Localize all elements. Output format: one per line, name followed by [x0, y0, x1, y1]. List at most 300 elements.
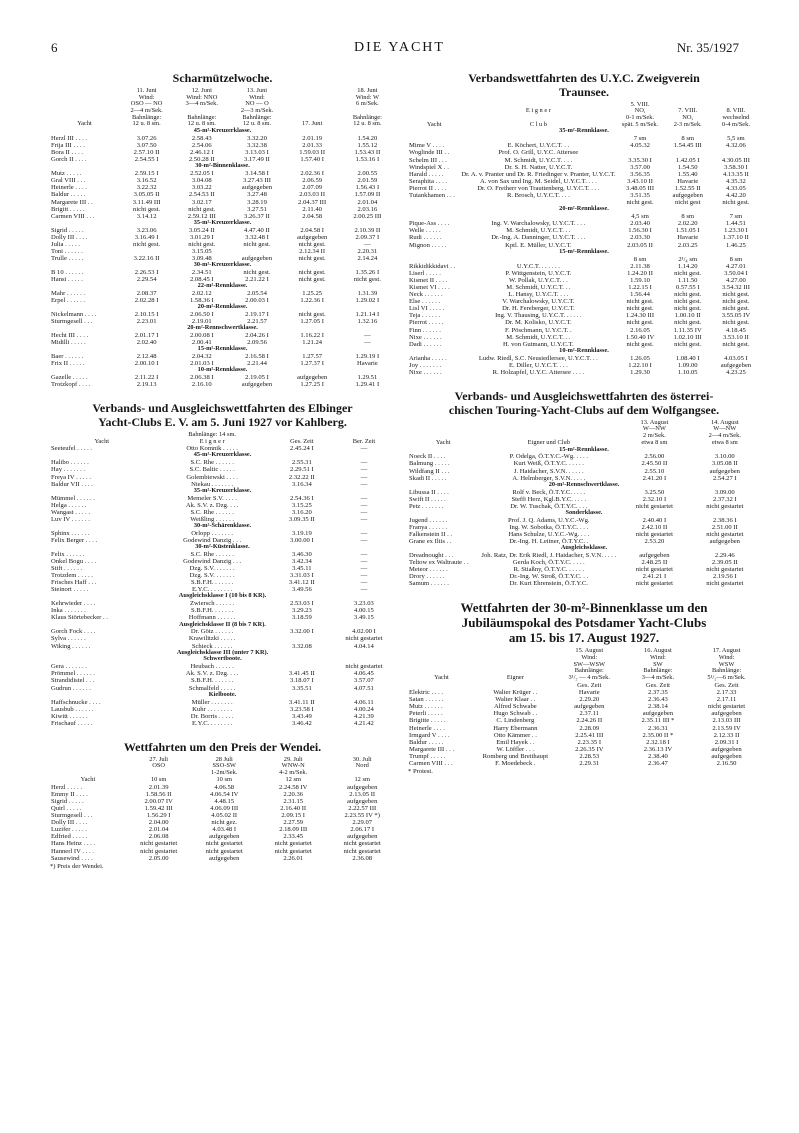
yacht-name: Baldur . . . . . [51, 191, 86, 199]
table-row [50, 227, 395, 234]
result-cell: 1.56.44 [630, 291, 650, 299]
result-cell: 3.35.30 I [628, 156, 652, 164]
result-cell: R. Brosch, U.Y.C.T. . . . [506, 192, 570, 200]
table-row [408, 149, 760, 156]
yacht-name: Kismet VI . . . . [409, 283, 450, 291]
result-cell: 1.56.30 I [628, 227, 652, 235]
yacht-name: Carmen VIII . . . [51, 212, 95, 220]
result-cell: 1.26.05 [630, 354, 650, 362]
result-cell: 3.27.43 III [242, 177, 271, 185]
class-heading-row [50, 220, 395, 227]
result-cell: 2.19.13 [136, 381, 157, 389]
result-cell: — [360, 550, 368, 558]
result-cell: 2.04.00 [148, 819, 169, 827]
result-cell: 2.46.12 I [189, 149, 214, 157]
table-row [50, 840, 395, 847]
result-cell: F. Pöschmann, U.Y.C.T. . [505, 326, 572, 334]
yacht-name: Petz . . . . . . . [409, 502, 444, 510]
result-cell: nicht gestartet [706, 530, 744, 538]
result-cell: Havarie [677, 177, 699, 185]
result-cell: — [360, 473, 368, 481]
result-cell: nicht gest. [133, 205, 161, 213]
result-cell: 2.36.43 [648, 696, 668, 704]
yacht-name: Finn . . . . . . [409, 326, 441, 334]
class-heading: Ausgleichsklasse. [560, 544, 608, 552]
result-cell: Hans Schulze, U.Y.C.-Wg. . . . [508, 530, 590, 538]
result-cell: nicht gestartet [343, 847, 381, 855]
table-row [408, 227, 760, 234]
result-cell: 2.11.38 [630, 262, 650, 270]
results-table [50, 757, 395, 862]
yacht-name: Seraphita . . . . [409, 177, 448, 185]
table-row [408, 496, 760, 503]
result-cell: 8 sm [729, 255, 743, 263]
result-cell: nicht gest. [674, 298, 702, 306]
result-cell: 2.03.05 II [627, 241, 653, 249]
table-row [408, 369, 760, 376]
yacht-name: Skadi II . . . . . [409, 474, 447, 482]
result-cell: 2.06.38 I [189, 374, 214, 382]
result-cell: aufgegeben [347, 833, 378, 841]
yacht-name: Dreadnought . . . [409, 551, 454, 559]
result-cell: 3.16.49 I [134, 233, 159, 241]
yacht-name: Nixe . . . . . . [409, 368, 442, 376]
result-cell: nicht gest. [298, 240, 326, 248]
result-cell: Ak. S.V. z. Dzg. . . . [185, 670, 239, 678]
result-cell: 2.21.57 [247, 318, 267, 326]
result-cell: 2.04.58 [302, 212, 323, 220]
section-title [408, 390, 760, 418]
result-cell: 2.38.14 [648, 703, 668, 711]
yacht-name: Kehrwieder . . . . [51, 600, 96, 608]
result-cell: 2.56.00 [644, 453, 665, 461]
result-cell: nicht gest. [674, 319, 702, 327]
result-cell: 3.00.00 I [290, 536, 314, 544]
result-cell: W. Pollak, U.Y.C.T. . . [508, 276, 568, 284]
result-cell: nicht gest. [243, 269, 271, 277]
result-cell: 3.25.50 [644, 488, 665, 496]
result-cell: 2.42.10 II [641, 523, 668, 531]
result-cell [475, 682, 556, 689]
result-cell: 3.23.06 [136, 226, 157, 234]
result-cell: Rolf v. Beck, Ö.T.Y.C. . . . . [512, 488, 586, 496]
yacht-name: Gera . . . . . . . [51, 663, 87, 671]
result-cell [616, 149, 663, 156]
class-heading-row [408, 545, 760, 552]
result-cell: 1.50.40 IV [625, 333, 655, 341]
result-cell [271, 663, 333, 670]
result-cell: 1.51.05 I [675, 227, 700, 235]
result-cell: E. Diller, U.Y.C.T. . . . [508, 361, 568, 369]
result-cell: — [360, 564, 368, 572]
result-cell: 1.59.03 II [299, 149, 326, 157]
result-cell: 3.32.20 [247, 134, 267, 142]
result-cell: aufgegeben [720, 361, 752, 369]
result-cell: Ing. V. Thausing, U.Y.C.T. . . . . . [495, 312, 582, 320]
result-cell: 4.03.48 I [212, 826, 237, 834]
result-cell: 2.04.32 [191, 353, 212, 361]
table-row [50, 670, 395, 677]
result-cell: 1.23.30 I [724, 227, 748, 235]
result-cell: 3.49.15 [354, 614, 374, 622]
column-header: Yacht [80, 775, 96, 783]
result-cell: nicht gest. [674, 305, 702, 313]
result-cell: 4.03.05 I [724, 354, 748, 362]
result-cell: Ges. Zeit [714, 681, 739, 689]
table-row [408, 739, 760, 746]
yacht-name: Herzl III . . . . [51, 134, 88, 142]
result-cell: 2.00.25 III [353, 212, 382, 220]
result-cell: 2.54.53 II [188, 191, 215, 199]
result-cell: Weißling . . . . . . [190, 515, 235, 523]
result-cell: 1.55.40 [677, 170, 698, 178]
table-row [408, 220, 760, 227]
result-cell: Havarie [356, 360, 378, 368]
result-cell: Dr. W. Tuschak, Ö.T.Y.C. . . . [510, 502, 588, 510]
yacht-name: Sigrid . . . . . [51, 226, 84, 234]
result-cell: nicht gest. [674, 340, 702, 348]
result-cell: 2.02.36 I [300, 170, 324, 178]
result-cell: 4.27.00 [726, 276, 746, 284]
table-row [50, 572, 395, 579]
yacht-name: Gorch Fock . . . . [51, 628, 96, 636]
result-cell: nicht gestartet [343, 840, 381, 848]
result-cell: Dzg. S.V. . . . . . . [189, 564, 235, 572]
result-cell: aufgegeben [347, 783, 378, 791]
result-cell [271, 635, 333, 642]
result-cell: aufgegeben [711, 710, 742, 718]
table-row [408, 453, 760, 460]
section-title-line: chischen Touring-Yacht-Clubs auf dem Wolfgangsee. [448, 402, 720, 417]
yacht-name: Frix II . . . . . [51, 360, 85, 368]
result-cell: aufgegeben [241, 184, 273, 192]
result-cell: 1.29.41 I [355, 381, 380, 389]
result-cell: C. Lindenberg [496, 717, 535, 725]
yacht-name: Steinort . . . . . [51, 586, 89, 594]
section-title-line: Verbands- und Ausgleichswettfahrten des österrei- [454, 389, 714, 404]
result-cell: Ges. Zeit [645, 681, 670, 689]
result-cell: 1.58.56 II [145, 790, 172, 798]
table-row [50, 184, 395, 191]
result-cell: Otto Kämmer . . [493, 731, 537, 739]
yacht-name: Mime V . . . . [409, 142, 445, 150]
yacht-name: Nixe . . . . . . [409, 333, 442, 341]
result-cell: Hugo Schwab . . [493, 710, 538, 718]
table-row [408, 355, 760, 362]
table-row [50, 474, 395, 481]
result-cell: 2.04.26 I [245, 332, 269, 340]
result-cell: 3.41.11 II [289, 698, 315, 706]
result-cell: nicht gest. [626, 305, 654, 313]
column-header: 5. VIII. NO, 0-1 m/Sek. spät. 5 m/Sek. [621, 100, 659, 128]
yacht-name: Lisl VI . . . . . [409, 305, 445, 313]
result-cell: 1.22.36 I [300, 297, 324, 305]
yacht-name: Luv IV . . . . . . [51, 515, 90, 523]
section-title-line: am 15. bis 17. August 1927. [508, 630, 660, 646]
table-row [408, 573, 760, 580]
yacht-name [408, 213, 460, 220]
result-cell [460, 135, 616, 142]
result-cell: 1.24.30 III [626, 312, 655, 320]
table-row [408, 298, 760, 305]
result-cell: 3.14.58 I [245, 170, 269, 178]
result-cell: 4.04.14 [354, 642, 374, 650]
result-cell: Golembiewski . . . . [186, 473, 238, 481]
table-row [50, 530, 395, 537]
result-cell: 2.14.24 [357, 255, 378, 263]
table-row [50, 663, 395, 670]
result-cell: nicht gest. [722, 298, 750, 306]
result-cell: Havarie [677, 234, 699, 242]
yacht-name: Wiking . . . . . . [51, 642, 91, 650]
result-cell: L. Hansy, U.Y.C.T. . . . [508, 291, 569, 299]
result-cell: aufgegeben [639, 551, 670, 559]
result-cell: 4.27.01 [726, 262, 746, 270]
result-cell: 2.55.10 [644, 467, 665, 475]
result-cell: — [360, 536, 368, 544]
result-cell: 7 sm [729, 213, 743, 221]
result-cell: 8 sm [681, 213, 695, 221]
table-row [50, 149, 395, 156]
yacht-name [408, 682, 475, 689]
result-cell: Krawilitzki . . . . . [188, 635, 236, 643]
result-cell: nicht gest. [674, 269, 702, 277]
result-cell: 4.02.00 I [352, 628, 376, 636]
yacht-name: Sturmgesell . . . [51, 812, 93, 820]
result-cell: 3.54.32 III [721, 283, 750, 291]
result-cell: 3.05.24 II [188, 226, 215, 234]
column-header: Yacht [77, 120, 92, 128]
result-cell: S.C. Baltic . . . . . [189, 466, 235, 474]
result-cell: aufgegeben [296, 374, 328, 382]
result-cell: Schmalfeld . . . . . [188, 684, 236, 692]
class-heading-row [408, 447, 760, 454]
column-header: 7. VIII. NO, 2-3 m/Sek. [673, 107, 702, 128]
section-title [408, 72, 760, 100]
result-cell: 4.33.05 [726, 185, 746, 193]
result-cell: Dzg. S.V. . . . . . . [189, 572, 235, 580]
yacht-name: Else . . . . . . [409, 298, 441, 306]
result-cell: A. Helmberger, S.V.N. . . . . [512, 474, 586, 482]
yacht-name: Helga . . . . . . [51, 501, 87, 509]
table-row [50, 241, 395, 248]
section-scharmuetzelwoche [50, 72, 395, 388]
class-heading: Ausgleichsklasse III (unter 7 KR). [176, 648, 269, 656]
result-cell: 2.35.11 III * [641, 717, 675, 725]
table-row [50, 135, 395, 142]
table-row [408, 185, 760, 192]
result-cell: 3.04.08 [191, 177, 212, 185]
result-cell: 2.29.20 [579, 696, 600, 704]
result-cell: 4.21.39 [354, 712, 374, 720]
result-cell: aufgegeben [241, 255, 273, 263]
table-row [408, 552, 760, 559]
result-cell: 2.03.30 [630, 234, 650, 242]
result-cell [119, 248, 174, 255]
result-cell: 2.18.09 III [279, 826, 308, 834]
table-row [50, 558, 395, 565]
result-cell: 2.36.31 [648, 724, 668, 732]
result-cell: nicht gest. [133, 240, 161, 248]
result-cell: 1.57.40 I [300, 156, 324, 164]
result-cell: 1.59.42 III [144, 804, 173, 812]
yacht-name: Hecht III . . . . [51, 332, 89, 340]
result-cell: 2.55.31 [291, 459, 312, 467]
class-heading: Ausgleichsklasse I (10 bis 8 KR). [178, 592, 267, 600]
result-cell: 3.32.48 I [245, 233, 269, 241]
result-cell: 1.29.19 I [355, 353, 380, 361]
result-cell: 2.23.01 [136, 318, 157, 326]
column-header: 27. Juli OSO 10 sm [149, 755, 169, 783]
result-cell: M. Schmidt, U.Y.C.T. . . . [504, 156, 573, 164]
result-cell: — [360, 586, 368, 594]
yacht-name: Baldur VII . . . . [51, 480, 93, 488]
table-row [50, 600, 395, 607]
result-cell: 2.34.51 [191, 269, 212, 277]
result-cell: nicht gest. [674, 291, 702, 299]
result-cell: 8 sm [681, 135, 695, 143]
column-header: 13. Juni Wind: NO — O 2—3 m/Sek. Bahnlänge: 12 u. 8 sm. [240, 86, 274, 128]
result-cell: 2.53.03 I [290, 600, 314, 608]
yacht-name: Quirl . . . . . [51, 804, 82, 812]
result-cell: 4.47.40 II [244, 226, 270, 234]
result-cell: S.C. Rhe . . . . . . [190, 459, 234, 467]
result-cell: Joh. Ratz, Dr. Erik Riedl, J. Haidacher, S.V.N. . . . . [481, 551, 617, 559]
result-cell: 2.04.58 I [300, 226, 324, 234]
section-title-line: Yacht-Clubs E. V. am 5. Juni 1927 vor Kahlberg. [98, 415, 347, 430]
yacht-name: Liserl . . . . . [409, 269, 441, 277]
yacht-name: Welle . . . . . [409, 227, 441, 235]
result-cell: 3.27.48 [247, 191, 267, 199]
class-heading-row [50, 163, 395, 170]
result-cell: S.C. Rhe . . . . . . [190, 550, 234, 558]
result-cell: 1.31.39 [357, 290, 378, 298]
result-cell: 3.41.45 II [288, 670, 315, 678]
result-cell: — [360, 501, 368, 509]
result-cell: Emil Hayek . . [496, 738, 535, 746]
table-row [408, 468, 760, 475]
yacht-name: Margarete III . . . [409, 745, 455, 753]
yacht-name: Wildfang II . . . [409, 467, 450, 475]
result-cell: Ing. W. Sobotka, Ö.T.Y.C. . . . [509, 523, 589, 531]
result-cell: Dr. S. H. Natter, U.Y.C.T. [504, 163, 573, 171]
column-header: Yacht [435, 438, 451, 446]
class-heading-row [50, 128, 395, 135]
result-cell: — [360, 529, 368, 537]
yacht-name: Heinerle . . . . [51, 184, 87, 192]
class-heading: Ausgleichsklasse II (8 bis 7 KR). [179, 620, 266, 628]
yacht-name: Gral VIII . . . [51, 177, 86, 185]
column-header: 17. Juni [302, 120, 323, 128]
result-cell: 2.02.28 I [134, 297, 159, 305]
result-cell: 2.03.16 [357, 205, 378, 213]
table-row [408, 263, 760, 270]
result-cell: 3.23.58 I [290, 705, 314, 713]
result-cell: E.Y.C. . . . . . . . [191, 719, 233, 727]
yacht-name: Rudi . . . . . . [409, 234, 442, 242]
yacht-name: Felix Berger . . . . [51, 536, 98, 544]
result-cell: 2.09.31 I [714, 738, 739, 746]
yacht-name: Teltow ex Waltraute . . [409, 559, 469, 567]
yacht-name: Hay . . . . . . . [51, 466, 86, 474]
result-cell: nicht gestartet [274, 840, 312, 848]
result-cell: 2.37.35 [648, 688, 668, 696]
result-cell: 3.27.51 [247, 205, 267, 213]
result-cell: 2.36.47 [648, 760, 668, 768]
table-row [50, 381, 395, 388]
yacht-name: Prömmel . . . . . . [51, 670, 95, 678]
table-row [50, 234, 395, 241]
result-cell: 3.57.00 [630, 163, 650, 171]
result-cell: 1.35.26 I [355, 269, 380, 277]
result-cell: Walter Krüger . . [493, 688, 538, 696]
result-cell: 3.07.26 [136, 134, 157, 142]
result-cell: 2.09.37 I [355, 233, 380, 241]
column-header: Yacht [94, 437, 110, 445]
result-cell: 2.28.09 [579, 724, 600, 732]
table-row [408, 524, 760, 531]
class-heading-row [50, 367, 395, 374]
result-cell: 3.19.19 [291, 529, 312, 537]
table-row [408, 135, 760, 142]
column-header: 11. Juni Wind: OSO — NO 2—4 m/Sek. Bahnlänge: 12 u. 8 sm. [130, 86, 163, 128]
class-heading-row [408, 482, 760, 489]
result-cell: 2.13.03 III [712, 717, 741, 725]
result-cell: 1.56.43 I [355, 184, 380, 192]
result-cell: 2.52.05 I [189, 170, 214, 178]
yacht-name: Mahr . . . . . . [51, 290, 86, 298]
result-cell: 2.45.24 I [290, 445, 314, 453]
result-cell: Dr.-Ing. A. Danninger, U.Y.C.T. . . . [491, 234, 586, 242]
result-cell: 1.44.51 [726, 220, 746, 228]
class-heading-row [50, 622, 395, 629]
result-cell: 2.00.55 [357, 170, 378, 178]
result-cell: Harry Ebermann [493, 724, 538, 732]
table-row [50, 206, 395, 213]
result-cell: 2.01.04 [148, 826, 169, 834]
result-cell: Godewind Danzig . . . [183, 557, 242, 565]
yacht-name: Frischauf . . . . . [51, 719, 93, 727]
table-row [50, 353, 395, 360]
yacht-name: Trotzdem . . . . . [51, 572, 93, 580]
yacht-name: Libussa II . . . . [409, 488, 449, 496]
result-cell: P. Wittgenstein, U.Y.C.T. [505, 269, 572, 277]
result-cell: 2.19.01 [191, 318, 212, 326]
result-cell: 2.59.15 I [134, 170, 159, 178]
result-cell: 4.18.45 [726, 326, 746, 334]
column-header: 29. Juli WNW-N 4-2 m/Sek. 12 sm [279, 755, 308, 783]
result-cell: V. Warchalowsky, U.Y.C.T. [502, 298, 575, 306]
result-cell: 4.23.25 [726, 368, 746, 376]
result-cell: 1.58.36 I [189, 297, 214, 305]
section-title-line: Jubiläumspokal des Potsdamer Yacht-Clubs [461, 615, 707, 631]
result-cell: 2.40.40 I [642, 516, 667, 524]
table-row [50, 170, 395, 177]
yacht-name: Hannerl IV . . . . [51, 847, 94, 855]
class-heading: 45-m²-Kreuzerklasse. [193, 127, 252, 135]
result-cell: 3.09.48 [191, 255, 212, 263]
yacht-name: Felix . . . . . . [51, 550, 85, 558]
result-cell [664, 149, 712, 156]
result-cell: R. Holzapfel, U.Y.C. Attersee . . . . [492, 368, 585, 376]
yacht-name [408, 199, 460, 206]
result-cell: 1.55.12 [357, 142, 378, 150]
table-row [408, 717, 760, 724]
result-cell: — [360, 557, 368, 565]
result-cell: Dr. M. Kolisko, U.Y.C.T. [505, 319, 572, 327]
table-row [50, 142, 395, 149]
result-cell: 2.01.19 [302, 134, 323, 142]
